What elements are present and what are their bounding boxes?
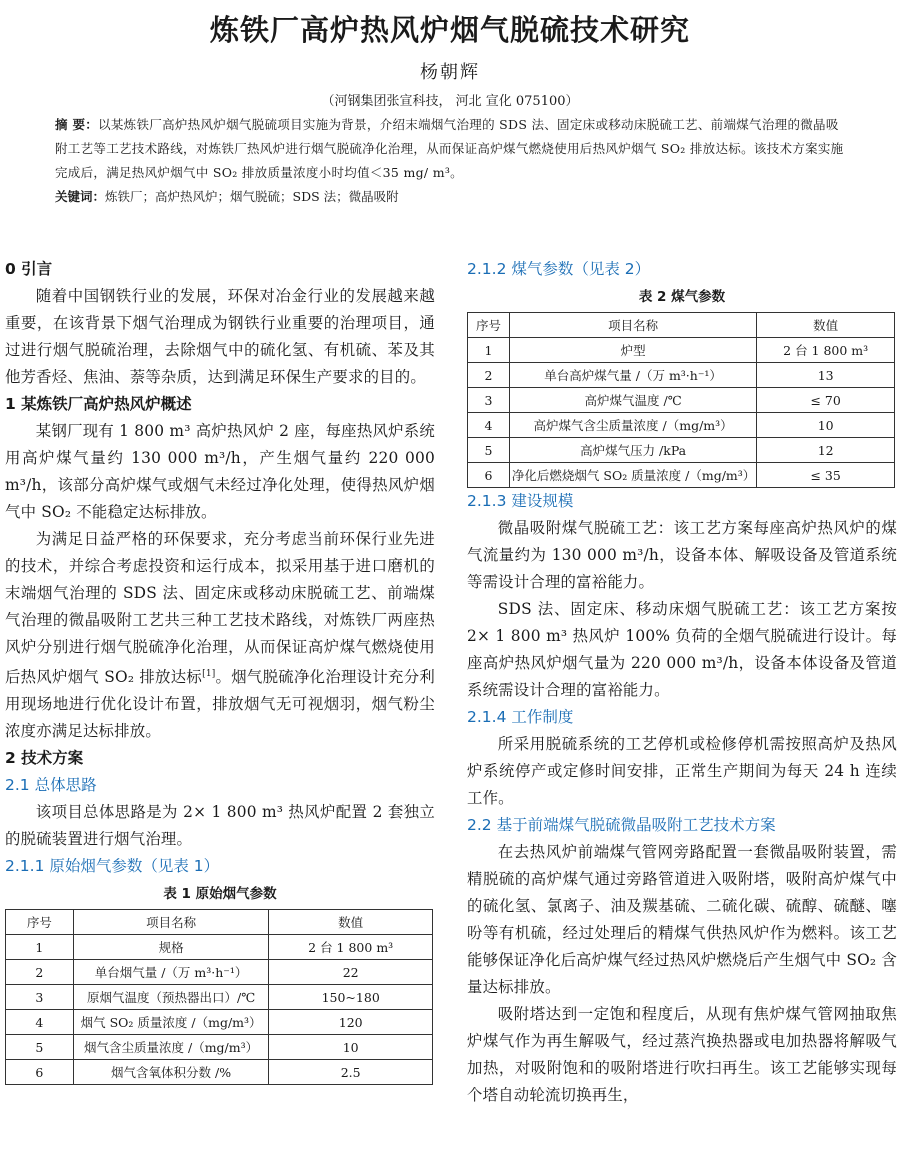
section-2-1-3-heading: 2.1.3 建设规模 [467, 492, 574, 510]
table-header-row [468, 313, 895, 338]
table-cell: 3 [6, 985, 74, 1010]
table-cell: 规格 [73, 935, 269, 960]
section-1-paragraph-2-text: 为满足日益严格的环保要求，充分考虑当前环保行业先进的技术，并综合考虑投资和运行成本，拟采用基于进口磨机的末端烟气治理的 SDS 法、固定床或移动床脱硫工艺、前端煤气治理的微晶吸附工艺共三种工艺技术路线，对炼铁厂两座热风炉分别进行烟气脱硫净化治理，从而保证高炉煤气燃烧使用后热风炉烟气 SO₂ 排放达标 [5, 530, 435, 687]
table-cell: 1 [468, 338, 510, 363]
section-2-2-paragraph-2: 吸附塔达到一定饱和程度后，从现有焦炉煤气管网抽取焦炉煤气作为再生解吸气，经过蒸汽换热器或电加热器将解吸气加热，对吸附饱和的吸附塔进行吹扫再生。该工艺能够实现每个塔自动轮流切换再生， [467, 1005, 897, 1104]
section-2-heading: 2 技术方案 [5, 749, 84, 768]
citation-ref[interactable]: [1] [202, 669, 216, 679]
section-1-paragraph-1: 某钢厂现有 1 800 m³ 高炉热风炉 2 座，每座热风炉系统用高炉煤气量约 130 000 m³/h，产生烟气量约 220 000 m³/h，该部分高炉煤气或烟气未经过净化处理，使得热风炉烟气中 SO₂ 不能稳定达标排放。 [5, 422, 435, 521]
affiliation: （河钢集团张宣科技， 河北 宣化 075100） [321, 94, 579, 109]
table-cell: ≤ 70 [757, 388, 895, 413]
section-2-2-paragraph-1: 在去热风炉前端煤气管网旁路配置一套微晶吸附装置，需精脱硫的高炉煤气通过旁路管道进入吸附塔，吸附高炉煤气中的硫化氢、氯离子、油及羰基硫、二硫化碳、硫醇、硫醚、噻吩等有机硫，经过处理后的精煤气供热风炉作为燃料。该工艺能够保证净化后高炉煤气经过热风炉燃烧后产生烟气中 SO₂ 含量达标排放。 [467, 843, 897, 996]
keywords [55, 186, 845, 208]
section-2-1-3-paragraph-2: SDS 法、固定床、移动床烟气脱硫工艺：该工艺方案按 2× 1 800 m³ 热风炉 100% 负荷的全烟气脱硫进行设计。每座高炉热风炉烟气量为 220 000 m³/h，设备本体设备及管道系统需设计合理的富裕能力。 [467, 600, 897, 699]
table-row [6, 960, 433, 985]
table-1 [5, 909, 433, 1085]
table-cell: 12 [757, 438, 895, 463]
author: 杨朝辉 [420, 62, 480, 83]
section-2-1-4-heading: 2.1.4 工作制度 [467, 708, 574, 726]
table-cell: 22 [269, 960, 433, 985]
table-row [468, 413, 895, 438]
table-row [6, 1010, 433, 1035]
section-0-paragraph: 随着中国钢铁行业的发展，环保对冶金行业的发展越来越重要，在该背景下烟气治理成为钢铁行业重要的治理项目，通过进行烟气脱硫治理，去除烟气中的硫化氢、有机硫、苯及其他芳香烃、焦油、萘等杂质，达到满足环保生产要求的目的。 [5, 287, 435, 386]
table-cell: 2 [6, 960, 74, 985]
table-cell: 烟气含氧体积分数 /% [73, 1060, 269, 1085]
section-2-2-heading: 2.2 基于前端煤气脱硫微晶吸附工艺技术方案 [467, 816, 776, 834]
table-cell: 6 [6, 1060, 74, 1085]
section-2-1-heading: 2.1 总体思路 [5, 776, 97, 795]
table-row [468, 363, 895, 388]
table-cell: 单台高炉煤气量 /（万 m³·h⁻¹） [509, 363, 756, 388]
table-cell: 4 [6, 1010, 74, 1035]
section-1-paragraph-2-tail: 。烟气脱硫净化治理设计充分利用现场地进行优化设计布置，排放烟气无可视烟羽，烟气粉尘浓度亦满足达标排放。 [5, 668, 435, 741]
section-2-1-4-paragraph: 所采用脱硫系统的工艺停机或检修停机需按照高炉及热风炉系统停产或定修时间安排，正常生产期间为每天 24 h 连续工作。 [467, 735, 897, 807]
table-cell: 原烟气温度（预热器出口）/℃ [73, 985, 269, 1010]
table-cell: 净化后燃烧烟气 SO₂ 质量浓度 /（mg/m³） [509, 463, 756, 488]
table-cell: 高炉煤气含尘质量浓度 /（mg/m³） [509, 413, 756, 438]
keywords-text: 炼铁厂；高炉热风炉；烟气脱硫；SDS 法；微晶吸附 [105, 189, 399, 204]
section-0-heading: 0 引言 [5, 260, 53, 278]
table-cell: 2 台 1 800 m³ [269, 935, 433, 960]
table-cell: 120 [269, 1010, 433, 1035]
table-header-cell: 数值 [269, 910, 433, 935]
table-cell: 2 台 1 800 m³ [757, 338, 895, 363]
table-header-cell: 项目名称 [509, 313, 756, 338]
table-row [6, 935, 433, 960]
table-row [468, 463, 895, 488]
table-cell: 2.5 [269, 1060, 433, 1085]
table-cell: 烟气 SO₂ 质量浓度 /（mg/m³） [73, 1010, 269, 1035]
table-cell: 4 [468, 413, 510, 438]
table-row [6, 1035, 433, 1060]
section-1-paragraph-2 [5, 526, 435, 745]
table-cell: 2 [468, 363, 510, 388]
section-2-1-1-heading: 2.1.1 原始烟气参数（见表 1） [5, 857, 220, 876]
keywords-label: 关键词： [55, 189, 106, 204]
table-row [468, 338, 895, 363]
right-column [467, 256, 897, 1109]
abstract [55, 113, 845, 185]
table-cell: 13 [757, 363, 895, 388]
abstract-label: 摘 要： [55, 117, 99, 132]
table-cell: 单台烟气量 /（万 m³·h⁻¹） [73, 960, 269, 985]
paper-title: 炼铁厂高炉热风炉烟气脱硫技术研究 [209, 13, 690, 47]
table-cell: 1 [6, 935, 74, 960]
table-cell: 3 [468, 388, 510, 413]
table-1-caption: 表 1 原始烟气参数 [163, 886, 277, 903]
table-cell: 6 [468, 463, 510, 488]
table-2 [467, 312, 895, 488]
table-cell: 5 [468, 438, 510, 463]
section-2-1-2-heading: 2.1.2 煤气参数（见表 2） [467, 260, 651, 278]
table-header-cell: 数值 [757, 313, 895, 338]
table-header-cell: 项目名称 [73, 910, 269, 935]
table-cell: 烟气含尘质量浓度 /（mg/m³） [73, 1035, 269, 1060]
table-row [468, 388, 895, 413]
table-header-cell: 序号 [6, 910, 74, 935]
table-cell: 高炉煤气温度 /℃ [509, 388, 756, 413]
table-row [468, 438, 895, 463]
table-header-cell: 序号 [468, 313, 510, 338]
table-cell: 炉型 [509, 338, 756, 363]
table-cell: 150~180 [269, 985, 433, 1010]
abstract-text: 以某炼铁厂高炉热风炉烟气脱硫项目实施为背景，介绍末端烟气治理的 SDS 法、固定床或移动床脱硫工艺、前端煤气治理的微晶吸附工艺等工艺技术路线，对炼铁厂热风炉进行烟气脱硫净化治理，从而保证高炉煤气燃烧使用后热风炉烟气 SO₂ 排放达标。该技术方案实施完成后，满足热风炉烟气中 SO₂ 排放质量浓度小时均值＜35 mg/ m³。 [55, 117, 844, 180]
left-column [5, 256, 435, 1085]
table-2-caption: 表 2 煤气参数 [638, 289, 726, 305]
table-row [6, 1060, 433, 1085]
section-2-1-paragraph: 该项目总体思路是为 2× 1 800 m³ 热风炉配置 2 套独立的脱硫装置进行烟气治理。 [5, 803, 435, 849]
table-cell: 10 [757, 413, 895, 438]
table-cell: ≤ 35 [757, 463, 895, 488]
section-2-1-3-paragraph-1: 微晶吸附煤气脱硫工艺：该工艺方案每座高炉热风炉的煤气流量约为 130 000 m³/h，设备本体、解吸设备及管道系统等需设计合理的富裕能力。 [467, 519, 897, 591]
table-cell: 5 [6, 1035, 74, 1060]
table-cell: 10 [269, 1035, 433, 1060]
table-cell: 高炉煤气压力 /kPa [509, 438, 756, 463]
table-row [6, 985, 433, 1010]
section-1-heading: 1 某炼铁厂高炉热风炉概述 [5, 395, 192, 413]
table-header-row [6, 910, 433, 935]
